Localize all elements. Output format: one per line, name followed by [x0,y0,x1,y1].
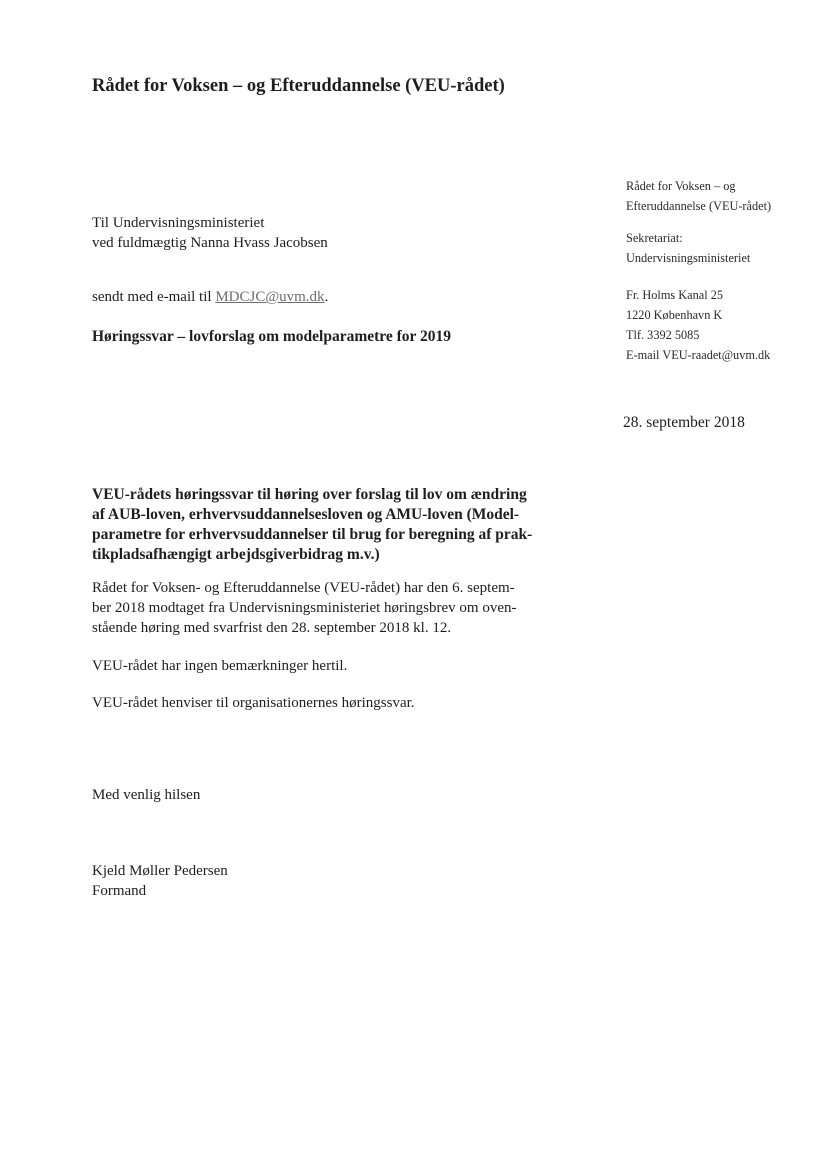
address-line1: Fr. Holms Kanal 25 [626,288,724,302]
signature-block [92,861,228,901]
paragraph-line: VEU-rådet har ingen bemærkninger hertil. [92,658,348,674]
signer-role: Formand [92,883,147,899]
sender-org-line2: Efteruddannelse (VEU-rådet) [626,199,772,213]
heading-line: tikpladsafhængigt arbejdsgiverbidrag m.v.) [92,546,380,563]
closing-greeting: Med venlig hilsen [92,787,201,803]
heading-line: af AUB-loven, erhvervsuddannelsesloven og AMU-loven (Model- [92,506,520,523]
secretariat-label: Sekretariat: [626,231,683,245]
sender-phone: Tlf. 3392 5085 [626,328,700,342]
paragraph-line: VEU-rådet henviser til organisationernes høringssvar. [92,695,415,711]
secretariat-value: Undervisningsministeriet [626,251,751,265]
response-heading [92,485,562,565]
sender-address-block [626,285,816,365]
sent-by-suffix: . [324,289,329,305]
letter-date: 28. september 2018 [623,414,745,431]
sender-org-line1: Rådet for Voksen – og [626,179,736,193]
sender-org-block [626,176,816,216]
sent-by-prefix: sendt med e-mail til [92,289,216,305]
recipient-email-link[interactable]: MDCJC@uvm.dk [215,289,325,305]
sender-email: E-mail VEU-raadet@uvm.dk [626,348,771,362]
letter-subject: Høringssvar – lovforslag om modelparametre for 2019 [92,328,452,345]
secretariat-block [626,228,816,268]
sent-by-line [92,287,328,307]
recipient-line2: ved fuldmægtig Nanna Hvass Jacobsen [92,235,328,251]
recipient-block [92,213,328,253]
paragraph-line: ber 2018 modtaget fra Undervisningsministeriet høringsbrev om oven- [92,600,517,616]
signer-name: Kjeld Møller Pedersen [92,863,228,879]
letterhead-title: Rådet for Voksen – og Efteruddannelse (VEU-rådet) [92,76,505,96]
paragraph-line: stående høring med svarfrist den 28. september 2018 kl. 12. [92,620,452,636]
body-paragraph-1 [92,578,517,638]
heading-line: VEU-rådets høringssvar til høring over forslag til lov om ændring [92,486,527,503]
address-line2: 1220 København K [626,308,723,322]
paragraph-line: Rådet for Voksen- og Efteruddannelse (VEU-rådet) har den 6. septem- [92,580,515,596]
recipient-line1: Til Undervisningsministeriet [92,215,265,231]
heading-line: parametre for erhvervsuddannelser til brug for beregning af prak- [92,526,533,543]
body-paragraph-2 [92,656,347,676]
body-paragraph-3 [92,693,415,713]
